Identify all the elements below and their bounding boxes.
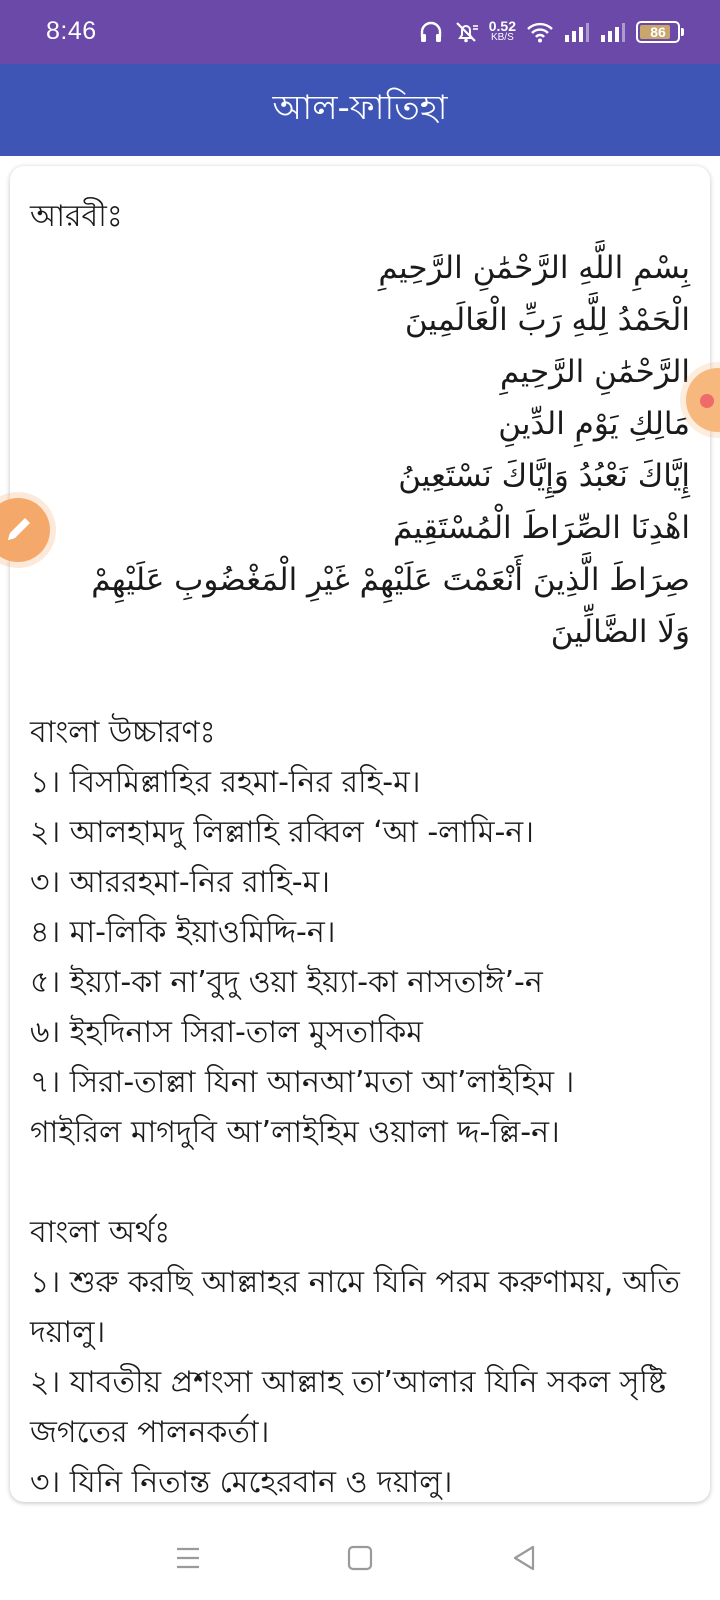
surah-content [10,166,710,1502]
recents-button[interactable] [168,1538,208,1578]
menu-icon [174,1544,202,1572]
status-icons [419,18,680,46]
signal-icon [600,21,626,43]
mute-icon [453,20,479,44]
back-button[interactable] [504,1538,544,1578]
meaning-section-label: বাংলা অর্থঃ [30,1215,171,1250]
page-title: আল-ফাতিহা [272,87,448,128]
section-spacer [30,658,690,708]
pronunciation-line: ১। বিসমিল্লাহির রহমা-নির রহি-ম। [30,765,421,800]
arabic-line: إِيَّاكَ نَعْبُدُ وَإِيَّاكَ نَسْتَعِينُ [398,458,690,494]
meaning-line: ২। যাবতীয় প্রশংসা আল্লাহ তা’আলার যিনি সকল সৃষ্টি জগতের পালনকর্তা। [30,1365,666,1450]
pronunciation-line: ৫। ইয়্যা-কা না’বুদু ওয়া ইয়্যা-কা নাসতাঈ’-ন [30,965,543,1000]
battery-icon [636,21,680,43]
signal-icon [564,21,590,43]
headphones-icon [419,21,443,43]
net-speed-unit: KB/S [490,32,514,43]
battery-nub [681,28,684,36]
system-nav-bar [0,1510,720,1600]
arabic-line: اهْدِنَا الصِّرَاطَ الْمُسْتَقِيمَ [393,510,690,546]
battery-level: 86 [650,24,666,40]
meaning-line: ১। শুরু করছি আল্লাহর নামে যিনি পরম করুণাময়, অতি দয়ালু। [30,1265,680,1350]
arabic-line: الْحَمْدُ لِلَّهِ رَبِّ الْعَالَمِينَ [404,302,690,338]
arabic-line: وَلَا الضَّالِّينَ [550,614,690,650]
record-dot-icon [700,394,714,408]
back-triangle-icon [510,1544,538,1572]
status-time: 8:46 [46,17,97,45]
pronunciation-section-label: বাংলা উচ্চারণঃ [30,715,216,750]
arabic-line: صِرَاطَ الَّذِينَ أَنْعَمْتَ عَلَيْهِمْ غَيْرِ الْمَغْضُوبِ عَلَيْهِمْ [91,562,690,598]
arabic-line: الرَّحْمَٰنِ الرَّحِيمِ [499,354,690,390]
pronunciation-line: ৬। ইহদিনাস সিরা-তাল মুসতাকিম [30,1015,423,1050]
net-speed [488,18,516,43]
pronunciation-line: ৭। সিরা-তাল্লা যিনা আনআ’মতা আ’লাইহিম । [30,1065,575,1100]
pronunciation-line: ২। আলহামদু লিল্লাহি রব্বিল ‘আ -লামি-ন। [30,815,534,850]
arabic-line: بِسْمِ اللَّهِ الرَّحْمَٰنِ الرَّحِيمِ [378,250,690,286]
app-bar [0,64,720,156]
pronunciation-line: ৪। মা-লিকি ইয়াওমিদ্দি-ন। [30,915,336,950]
status-bar [0,0,720,64]
arabic-text [30,242,690,658]
arabic-line: مَالِكِ يَوْمِ الدِّينِ [498,406,690,442]
meaning-line: ৩। যিনি নিতান্ত মেহেরবান ও দয়ালু। [30,1465,453,1500]
home-square-icon [346,1544,374,1572]
pronunciation-line: ৩। আররহমা-নির রাহি-ম। [30,865,330,900]
arabic-section-label: আরবীঃ [30,199,123,234]
home-button[interactable] [340,1538,380,1578]
pencil-icon [0,512,36,548]
wifi-icon [526,21,554,43]
pronunciation-line: গাইরিল মাগদুবি আ’লাইহিম ওয়ালা দ্দ-ল্লি-ন। [30,1115,560,1150]
surah-content-card[interactable] [10,166,710,1502]
net-speed-value: 0.52 [488,18,516,34]
section-spacer [30,1158,690,1208]
